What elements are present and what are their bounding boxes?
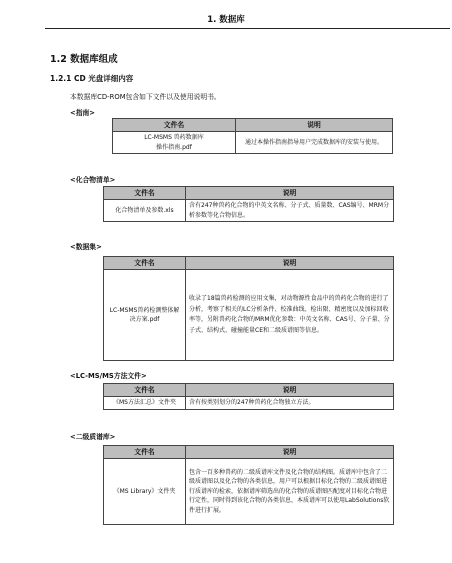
cell-desc: 通过本操作指南指导用户完成数据库的安装与使用。 [236,132,393,154]
cell-file: LC-MSMS 兽药数据库 操作指南.pdf [113,132,236,154]
cell-desc: 含有247种兽药化合物的中英文名称、分子式、质量数、CAS编号、MRM分析参数等化合物信息。 [186,200,394,222]
col-header-file: 文件名 [104,187,186,200]
heading-compound-list: <化合物清单> [70,176,116,184]
table-ms-library [103,445,394,525]
table-dataset [103,256,394,361]
col-header-desc: 说明 [186,446,394,459]
cell-desc: 包含一百多种兽药的二级质谱库文件及化合物的结构图。质谱库中包含了二级质谱图以及化合物的各类信息，用户可以根据目标化合物的二级质谱图进行质谱库的检索，依据谱库筛选出的化合物的质谱图匹配度对目标化合物进行定性，同时得到该化合物的各类信息，本质谱库可以使用LabSolutions软件进行扩展。 [186,459,394,525]
cell-file: 化合物清单及参数.xls [104,200,186,222]
section-title: 1.2 数据库组成 [50,54,118,65]
cell-file: 《MS Library》文件夹 [104,459,186,525]
col-header-file: 文件名 [104,257,186,270]
page-header: 1. 数据库 [207,15,245,25]
heading-ms-library: <二级质谱库> [70,433,116,441]
heading-dataset: <数据集> [70,243,102,251]
col-header-file: 文件名 [113,119,236,132]
col-header-desc: 说明 [236,119,393,132]
table-compound-list [103,186,394,222]
heading-method-files: <LC-MS/MS方法文件> [70,372,147,380]
cell-file: 《MS方法汇总》文件夹 [104,397,186,410]
col-header-desc: 说明 [186,384,394,397]
subsection-title: 1.2.1 CD 光盘详细内容 [50,74,134,83]
header-rule [45,28,450,29]
col-header-file: 文件名 [104,446,186,459]
heading-guide: <指南> [70,109,95,117]
col-header-file: 文件名 [104,384,186,397]
cell-desc: 含有按类别划分的247种兽药化合物独立方法。 [186,397,394,410]
cell-file: LC-MSMS兽药检测整体解决方案.pdf [104,270,186,361]
cell-desc: 收录了18篇兽药检测的应用文集，对动物源性食品中的兽药化合物的进行了分析，考察了相关的LC分析条件、校准曲线、检出限、精密度以及加标回收率等，另附兽药化合物的MRM优化参数：中英文名称、CAS号、分子量、分子式、结构式、碰撞能量CE和二级质谱图等信息。 [186,270,394,361]
table-method-files [103,383,394,410]
col-header-desc: 说明 [186,187,394,200]
intro-text: 本数据库CD-ROM包含如下文件以及使用说明书。 [70,93,221,101]
col-header-desc: 说明 [186,257,394,270]
table-guide [112,118,393,154]
